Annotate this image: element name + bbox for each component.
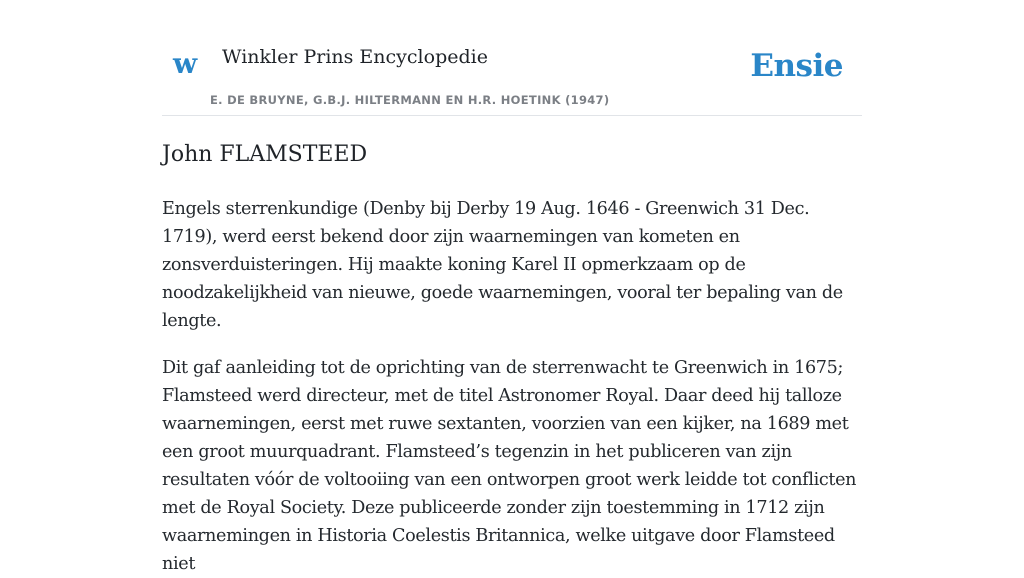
article-container bbox=[162, 0, 862, 578]
winkler-prins-logo-icon[interactable]: w bbox=[173, 47, 197, 80]
article-title: John FLAMSTEED bbox=[162, 142, 368, 167]
encyclopedia-header bbox=[162, 0, 862, 116]
encyclopedia-authors: E. DE BRUYNE, G.B.J. HILTERMANN EN H.R. HOETINK (1947) bbox=[210, 93, 610, 107]
article-paragraph-2: Dit gaf aanleiding tot de oprichting van de sterrenwacht te Greenwich in 1675; Flamsteed werd directeur, met de titel Astronomer Royal. Daar deed hij talloze waarnemingen, eerst met ruwe sextanten, voorzien van een kijker, na 1689 met een groot muurquadrant. Flamsteed’s tegenzin in het publiceren van zijn resultaten vóór de voltooiing van een ontworpen groot werk leidde tot conflicten met de Royal Society. Deze publiceerde zonder zijn toestemming in 1712 zijn waarnemingen in Historia Coelestis Britannica, welke uitgave door Flamsteed niet bbox=[162, 358, 857, 574]
article-paragraph-1: Engels sterrenkundige (Denby bij Derby 19 Aug. 1646 - Greenwich 31 Dec. 1719), werd eerst bekend door zijn waarnemingen van kometen en zonsverduisteringen. Hij maakte koning Karel II opmerkzaam op de noodzakelijkheid van nieuwe, goede waarnemingen, vooral ter bepaling van de lengte. bbox=[162, 199, 843, 331]
ensie-brand-logo[interactable]: Ensie bbox=[750, 48, 843, 84]
encyclopedia-title-link[interactable]: Winkler Prins Encyclopedie bbox=[222, 46, 488, 68]
